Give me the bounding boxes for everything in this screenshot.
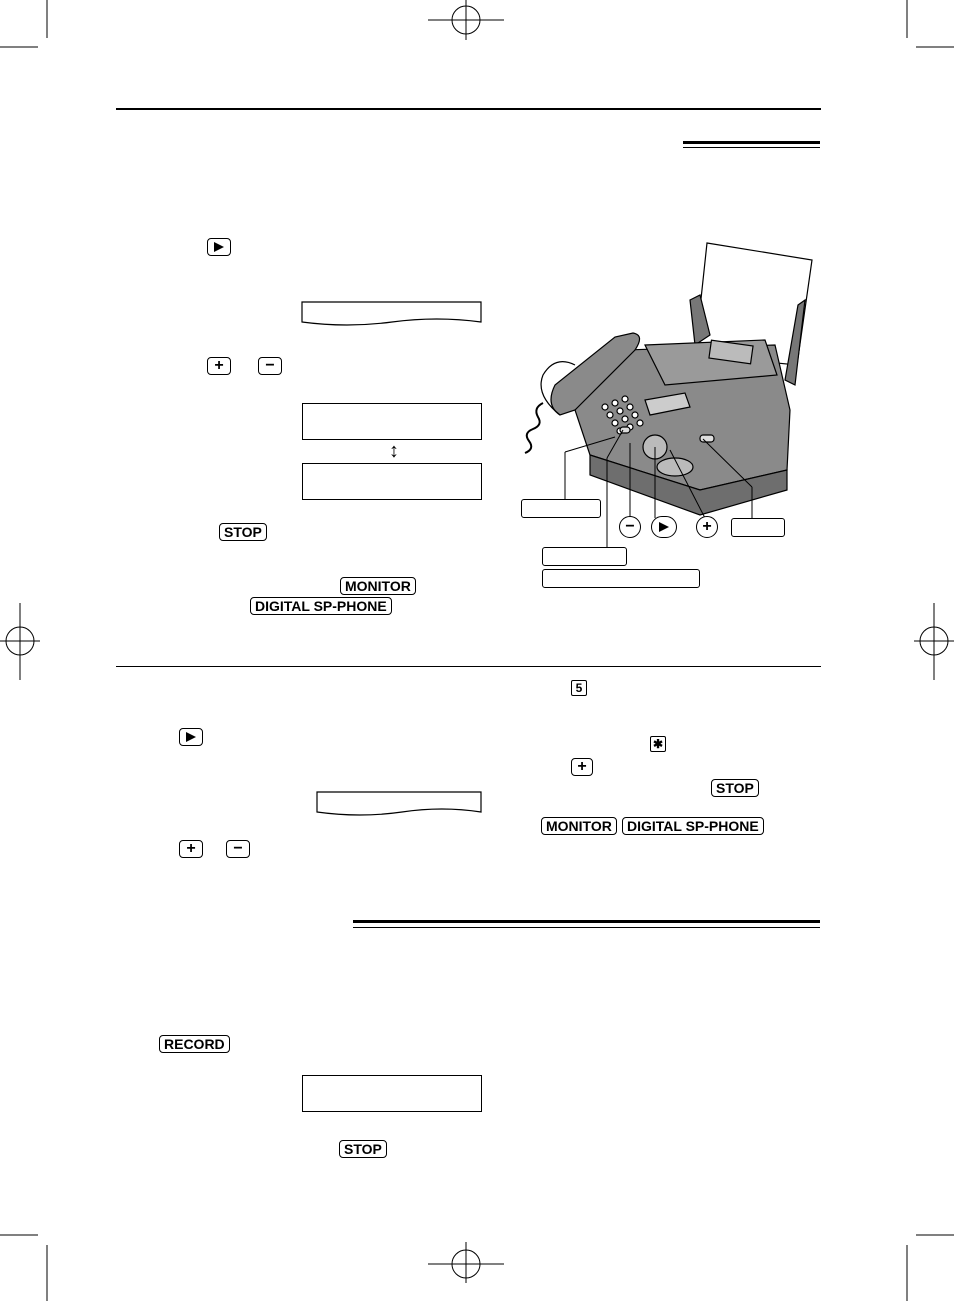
record-key: RECORD [159,1035,230,1053]
play-key-2 [179,728,203,746]
minus-icon: − [233,840,243,857]
section-rule-top-thin [683,147,820,148]
stop-key-2: STOP [711,779,759,797]
plus-key [207,357,231,375]
star-icon: ✱ [652,737,664,751]
middle-rule [116,666,821,667]
minus-icon: − [265,357,275,374]
digital-sp-phone-key: DIGITAL SP-PHONE [250,597,392,615]
illustration-minus-key [619,516,641,538]
callout-box-4 [542,569,700,588]
display-panel-4 [312,790,492,820]
plus-key-2 [179,840,203,858]
plus-icon: + [577,758,587,775]
play-icon [658,521,670,533]
minus-key [258,357,282,375]
display-panel-1 [297,300,487,330]
plus-key-3 [571,758,593,776]
section-rule-bottom-thin [353,927,820,928]
stop-key-3: STOP [339,1140,387,1158]
plus-icon: + [186,840,196,857]
minus-icon: − [625,518,635,535]
monitor-key: MONITOR [340,577,416,595]
display-panel-3 [302,463,482,500]
display-panel-5 [302,1075,482,1112]
play-key [207,238,231,256]
header-rule [116,108,821,110]
section-rule-bottom-thick [353,920,820,923]
section-rule-top-thick [683,141,820,144]
display-panel-2 [302,403,482,440]
callout-box-3 [542,547,627,566]
five-key: 5 [571,680,587,696]
monitor-key-2: MONITOR [541,817,617,835]
illustration-plus-key [696,516,718,538]
up-down-arrow-icon: ↕ [389,440,399,462]
star-key [650,736,666,752]
play-icon [185,731,197,743]
illustration-play-key [651,516,677,538]
callout-box-1 [521,499,601,518]
minus-key-2 [226,840,250,858]
digital-sp-phone-key-2: DIGITAL SP-PHONE [622,817,764,835]
callout-box-2 [731,518,785,537]
plus-icon: + [702,518,712,535]
plus-icon: + [214,357,224,374]
play-icon [213,241,225,253]
stop-key: STOP [219,523,267,541]
fax-machine-illustration [515,235,820,595]
